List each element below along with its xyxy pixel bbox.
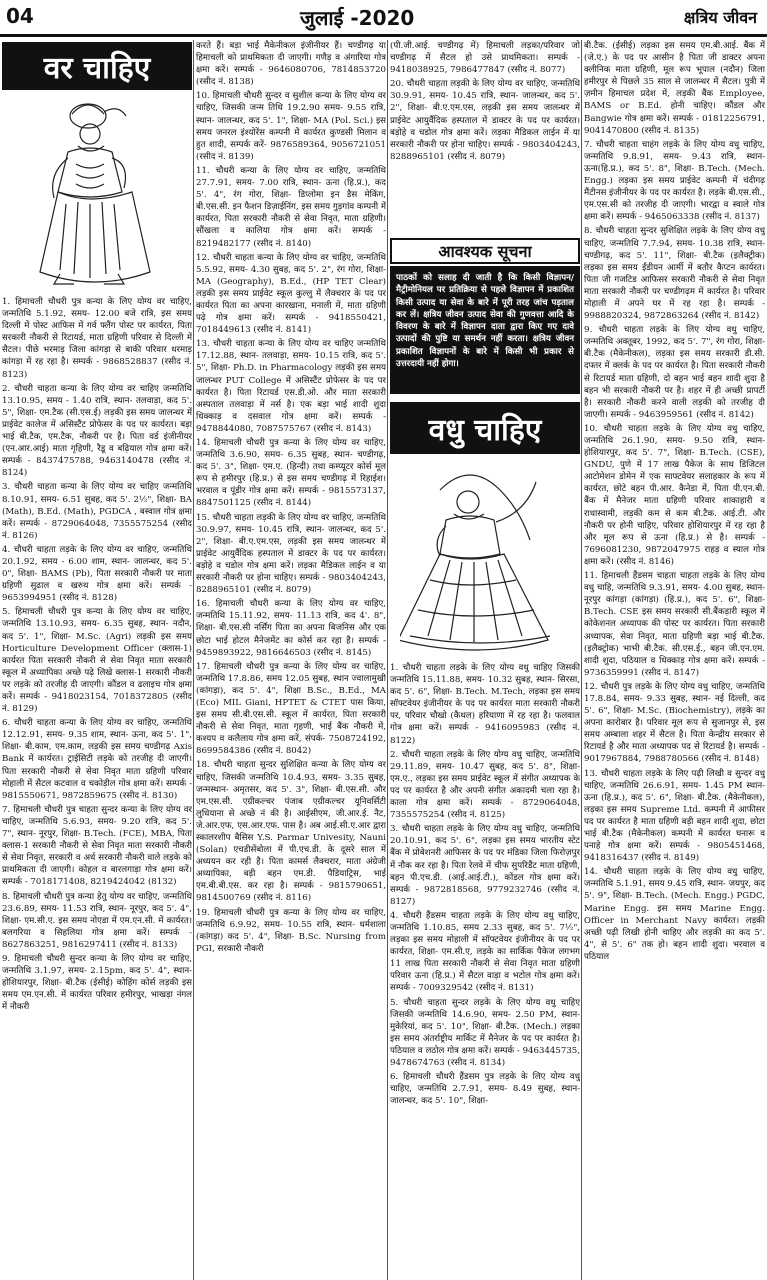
newspaper-name: क्षत्रिय जीवन [683,8,757,27]
page-number: 04 [6,4,34,28]
column-divider [193,40,194,1280]
listing: 2. चौधरी चाहता कन्या के लिए योग्य वर चाहिए जन्मतिथि 13.10.95, समय - 1.40 रात्रि, स्थान- तलवाड़ा, कद 5'. 5", शिक्षा- एम.टैक (सी.एस.ई) लड़की इस समय जालन्धर में प्राईवेट कालेज में असिस्टैंट प्रोफेसर के पद पर कार्यरत। बड़ा भाई बी.टैक, एम.टैक, नौकरी पर है। पिता वर्ड इंजीनीयर (एन.आर.आई) माता गृहिणी, रैडू व बढ़ियाल गोत्र क्षमा करें। सम्पर्क - 8437475788, 9463140478 (रसीद नं. 8124) [2,383,192,479]
listing: 20. चौधरी चाहता लड़की के लिए योग्य वर चाहिए, जन्मतिथि 30.9.91, समय- 10.45 रात्रि, स्थान- जालन्धर, कद 5'. 2", शिक्षा- बी.ए.एम.एस, लड़की इस समय जालन्धर में प्राईवेट आयुर्वैदिक हस्पताल में डाक्टर के पद पर कार्यरत। बड़ोहे व चडोल गोत्र क्षमा करें। लड़का मैडिकल लाईन में या सरकारी नौकरी पर होना चाहिए। सम्पर्क - 9803404243, 8288965101 (रसीद नं. 8079) [390,79,580,162]
listing: 6. चौधरी चाहता कन्या के लिए योग्य वर चाहिए, जन्मतिथि 12.12.91, समय- 9.35 शाम, स्थान- ऊना, कद 5'. 1", शिक्षा- बी.काम, एम.काम, लड़की इस समय चण्डीगढ़ Axis Bank में कार्यरत। ट्राईसिटी लड़के को तरजीह दी जाएगी। पिता सरकारी नौकरी से सेवा निवृत माता ग्रहिणी परिवार मोहाली में सैटल कटवाल व चकोड़ील गोत्र क्षमा करें। सम्पर्क - 9815550671, 9872859675 (रसीद नं. 8130) [2,718,192,801]
column-2 [196,40,386,1280]
listing: 13. चौधरी चाहता लड़के के लिए पढ़ी लिखी व सुन्दर वधु चाहिए, जन्मतिथि 26.6.91, समय- 1.45 PM स्थान- ऊना (हि.प्र.), कद 5'. 6", शिक्षा- बी.टैक. (मैकेनीकल), लड़का इस समय Supreme Ltd. कम्पनी में आफीसर पद पर कार्यरत है माता ग्रहिणी बड़ी बहन शादी शुदा, छोटा भाई बी.टैक (मैकेनीकल) कम्पनी में कार्यरत घनारू व पनाहे गोत्र क्षमा करें। सम्पर्क - 9805451468, 9418316437 (रसीद नं. 8149) [584,768,765,864]
listing: 4. चौधरी चाहता लड़के के लिए योग्य वर चाहिए, जन्मतिथि 20.1.92, समय - 6.00 शाम, स्थान- जालन्धर, कद 5'. 0", शिक्षा- BAMS (Pb), पिता सरकारी नौकरी पर माता ग्रहिणी सुढाल व खरुथ गोत्र क्षमा करें। सम्पर्क - 9653994951 (रसीद नं. 8128) [2,544,192,604]
listing: 18. चौधरी चाहता सुन्दर सुशिक्षित कन्या के लिए योग्य वर चाहिए, जिसकी जन्मतिथि 10.4.93, समय- 3.35 सुबह, जन्मस्थान- अमृतसर, कद 5'. 3", शिक्षा- बी.एस.सी. और एम.एस.सी. एग्रीकल्चर पंजाब एग्रीकल्चर यूनिवर्सिटी लुधियाना से अच्छे नं की है। आईसीएम, जी.आर.ई. नैट, जे.आर.एफ, एस.आर.एफ. पास है। अब आई.सी.ए.आर द्वारा स्कालरशीप बैसिस Y.S. Parmar Univesity, Nauni (Solan) एचडीसेंबोला में पी.एच.डी. के दूसरे साल में अध्ययन कर रही है। पिता कामर्स लैक्चरार, माता अंग्रेजी अध्यापिका, बड़ी बहन एम.डी. पैडियाट्रिस, भाई एम.बी.बी.एस. कर रहा है। सम्पर्क - 9815790651, 9814500769 (रसीद नं. 8116) [196,760,386,904]
listing: 12. चौधरी चाहता कन्या के लिए योग्य वर चाहिए, जन्मतिथि 5.5.92, समय- 4.30 सुबह, कद 5'. 2", रंग गोरा, शिक्षा- MA (Geography), B.Ed., (HP TET Clear) लड़की इस समय प्राईवेट स्कूल कुल्लु में लैक्चरार के पद पर कार्यरत पिता का अपना कारखाना, मनाली में, माता ग्रहिणी पढ़े गोत्र क्षमा करें। सम्पर्क - 9418550421, 7018449613 (रसीद नं. 8141) [196,252,386,336]
listing: 12. चौधरी पुत्र लड़के के लिए योग्य वधु चाहिए, जन्मतिथि 17.8.84, समय- 9.33 सुबह, स्थान- नई दिल्ली, कद 5'. 6", शिक्षा- M.Sc. (Biochemistry), लड़के का अपना कारोबार है। परिवार मूल रूप से सुजानपुर से, इस समय अम्बाला शहर में सैटल है। पिता केन्द्रीय सरकार से रिटायर्ड है और माता अध्यापक पद से रिटायर्ड है। सम्पर्क - 9017967884, 7988780566 (रसीद नं. 8148) [584,681,765,765]
listing: 8. हिमाचली चौधरी पुत्र कन्या हेतु योग्य वर चाहिए, जन्मतिथि 23.6.89, समय- 11.53 रात्रि, स्थान- नूरपुर, कद 5'. 4", शिक्षा- एम.सी.ए. इस समय नोएडा में एम.एन.सी. में कार्यरत। बलगरिया व सिहलिया गोत्र क्षमा करें। सम्पर्क - 8627863251, 9816297411 (रसीद नं. 8133) [2,891,192,950]
groom-illustration [20,94,170,290]
vadhu-chahiye-banner [390,402,580,454]
listing: 3. चौधरी चाहता लड़के के लिए योग्य वधु चाहिए, जन्मतिथि 20.10.91, कद 5'. 6", लड़का इस समय भारतीय स्टेट बैंक में प्रोबेशनरी आफिसर के पद पर मंडिका जिला फिरोज़पुर में नौक कर रहा है। पिता रेलवे में चीफ सुपरिडैंट माता ग्रहिणी, बहन पी.एच.डी. (आई.आई.टी.), कोंडल गोत्र क्षमा करें। सम्पर्क - 9872818568, 9779232746 (रसीद नं. 8127) [390,824,580,907]
listing: 8. चौधरी चाहता सुन्दर सुशिक्षित लड़के के लिए योग्य वधु चाहिए, जन्मतिथि 7.7.94, समय- 10.38 रात्रि, स्थान- चण्डीगढ़, कद 5'. 11", शिक्षा- बी.टैक (इलैक्ट्रीक) लड़का इस समय ईंडीयन आर्मी में बतौर कैप्टन कार्यरत। पिता जी गजटिड आफिसर सरकारी नौकरी से सेवा निवृत माता सरकारी नौकरी पर चण्डीगढ़म में कार्यरत है। परिवार मोहाली में अपने घर में रह रहा है। सम्पर्क - 9988820324, 9872863264 (रसीद नं. 8142) [584,226,765,322]
listing: 5. हिमाचली चौधरी पुत्र कन्या के लिए योग्य वर चाहिए, जन्मतिथि 13.10.93, समय- 6.35 सुबह, स्थान- नदौन, कद 5'. 1", शिक्षा- M.Sc. (Agri) लड़की इस समय Horticulture Development Officer (क्लास-1) कार्यरत पिता सरकारी नौकरी से सेवा निवृत माता सरकारी स्कूल में अध्यापिका अच्छे पढ़े लिखे क्लास-1 सरकारी नौकरी पर लड़के को तरजीह दी जाएगी। कौंडल व ढलाइच गोत्र क्षमा करें। सम्पर्क - 9418023154, 7018372805 (रसीद नं. 8129) [2,607,192,715]
listing: 3. चौधरी चाहता कन्या के लिए योग्य वर चाहिए जन्मतिथि 8.10.91, समय- 6.51 सुबह, कद 5'. 2½", शिक्षा- BA (Math), B.Ed. (Math), PGDCA , बस्वाल गोत्र क्षमा करें। सम्पर्क - 8729064048, 7355575254 (रसीद नं. 8126) [2,482,192,541]
listing: 5. चौधरी चाहता सुन्दर लड़के के लिए योग्य वधु चाहिए जिसकी जन्मतिथि 14.6.90, समय- 2.50 PM, स्थान- मुकेरियां, कद 5'. 10", शिक्षा- बी.टैक. (Mech.) लड़का इस समय अंतर्राष्ट्रीय मार्किट में मैनेजर के पद पर कार्यरत है। पठियाल व लठोल गोत्र क्षमा करें। सम्पर्क - 9463445735, 9478674763 (रसीद नं. 8134) [390,997,580,1068]
column-divider [581,40,582,1280]
listing: 4. चौधरी हैंडसम चाहता लड़के के लिए योग्य वधु चाहिए, जन्मतिथि 1.10.85, समय 2.33 सुबह, कद 5'. 7½", लड़का इस समय मोहाली में सॉफ्टवेयर इंजीनीयर के पद पर कार्यरत, शिक्षा- एम.सी.ए, लड़के का सार्किक पैकेज लगभग 11 लाख पिता सरकारी नौकरी से सेवा निवृत माता ग्रहिणी परिवार ऊना (हि.प्र.) में सैटल वाड़ा व भटोल गोत्र क्षमा करें। सम्पर्क - 7009329542 (रसीद नं. 8131) [390,910,580,994]
listing: 17. हिमाचली चौधरी पुत्र कन्या के लिए योग्य वर चाहिए, जन्मतिथि 17.8.86, समय 12.05 सुबह, स्थान ज्वालामुखी (कांगड़ा), कद 5'. 4", शिक्षा B.Sc., B.Ed., MA (Eco) MIL Giani, HPTET & CTET पास किया, इस समय सी.बी.एस.सी. स्कूल में कार्यरत, पिता सरकारी नौकरी से सेवा निवृत, माता गृहणी, भाई बैंक नौकरी में, कश्यप व कलैलाय गोत्र क्षमा करें, संपर्क- 7508724192, 8699584386 (रसीद नं. 8042) [196,661,386,757]
notice-title: आवश्यक सूचना [390,238,580,264]
listing: 19. हिमाचली चौधरी पुत्र कन्या के लिए योग्य वर चाहिए, जन्मतिथि 6.9.92, समय- 10.55 रात्रि, स्थान- धर्मशाला (कांगड़ा) कद 5'. 4", शिक्षा- B.Sc. Nursing from PGI, सरकारी नौकरी [196,907,386,954]
bride-illustration [400,460,570,656]
var-chahiye-title: वर चाहिए [43,50,151,86]
listing: 6. हिमाचली चौधरी हैंडसम पुत्र लड़के के लिए योग्य वधु चाहिए, जन्मतिथि 2.7.91, समय- 8.49 सुबह, स्थान- जालन्धर, कद 5'. 10", शिक्षा- [390,1072,580,1107]
listing: 1. चौधरी चाहता लड़के के लिए योग्य वधु चाहिए जिसकी जन्मतिथि 15.11.88, समय- 10.32 सुबह, स्थान- सिरसा, कद 5'. 6", शिक्षा- B.Tech. M.Tech, लड़का इस समय सॉफ्टवेयर इंजीनीयर के पद पर कार्यरत माता सरकारी नौकरी पर, परिवार चौखो (कैथल) हरियाणा में रह रहा है। फलवाल गोत्र क्षमा करें। सम्पर्क - 9416095983 (रसीद नं. 8122) [390,663,580,746]
column-3-top [390,40,580,236]
listing: 11. हिमाचली हैंडसम चाहता चाहता लड़के के लिए योग्य वधु चाहि, जन्मतिथि 9.3.91, समय- 4.00 सुबह, स्थान- नूरपुर कांगड़ा (कांगड़ा) (हि.प्र.), कद 5'. 6", शिक्षा- B.Tech. CSE इस समय सरकारी सी.बैंकड़ारी स्कूल में कोकेशनल अध्यापक की पोस्ट पर कार्यरत। पिता सरकारी अध्यापक, सेवा निवृत, माता ग्रहिणी बड़ा भाई बी.टैक. (इलैक्ट्रोक) भाभी बी.टैक. सी.एस.ई., बहन जी.एन.एम. शादी शुदा, पठियाल व धिक्काड़ गोत्र क्षमा करें। सम्पर्क - 9736359991 (रसीद नं. 8147) [584,571,765,678]
listing: 10. हिमाचली चौधरी सुन्दर व सुशील कन्या के लिए योग्य वर चाहिए, जिसकी जन्म तिथि 19.2.90 समय- 9.55 रात्रि, स्थान- जालन्धर, कद 5'. 1", शिक्षा- MA (Pol. Sci.) इस समय जनरल इंश्योरेंस कम्पनी में कार्यरत कुण्डसी मिलान व हुत शादी, सम्पर्क करें- 9876589364, 9056721051 (रसीद नं. 8139) [196,91,386,162]
vadhu-chahiye-title: वधु चाहिए [428,412,542,448]
listing: 14. चौधरी चाहता लड़के के लिए योग्य वधु चाहिए, जन्मतिथि 5.1.91, समय 9.45 रात्रि, स्थान- जयपुर, कद 5'. 9", शिक्षा- B.Tech. (Mech. Engg.) PGDC, Marine Engg. इस समय Marine Engg. Officer in Merchant Navy कार्यरत। लड़की अच्छी पढ़ी लिखी होनी चाहिए और लड़की का कद 5'. 4", से 5'. 6" तक हो। बहन शादी शुदा। भरवाल व पठियाल [584,867,765,962]
listing: 14. हिमाचली चौधरी पुत्र कन्या के लिए योग्य वर चाहिए, जन्मतिथि 3.6.90, समय- 6.35 सुबह, स्थान- चण्डीगढ़, कद 5'. 3", शिक्षा- एम.ए. (हिन्दी) तथा कम्प्यूटर कोर्स मूल रूप से हमीरपुर (हि.प्र.) से इस समय चण्डीगढ़ में रिहाईश। भरवाल व पूंडीर गोत्र क्षमा करें। सम्पर्क - 9815573137, 8847501125 (रसीद नं. 8144) [196,438,386,509]
column-3-bottom [390,662,580,1280]
listing: 11. चौधरी कन्या के लिए योग्य वर चाहिए, जन्मतिथि 27.7.91, समय- 7.00 रात्रि, स्थान- ऊना (हि.प्र.), कद 5'. 4", रंग गोरा, शिक्षा- डिप्लोमा इन डैस मेकिंग, बी.एस.सी. इन फैशन डिज़ाईनिंग, इस समय गुड़गांव कम्पनी में कार्यरत, पिता सरकारी नौकरी से सेवा निवृत, माता ग्रहिणी। सौंखला व कालिया गोत्र क्षमा करें। सम्पर्क - 8219482177 (रसीद नं. 8140) [196,165,386,249]
listing: 7. हिमाचली चौधरी पुत्र चाहता सुन्दर कन्या के लिए योग्य वर चाहिए, जन्मतिथि 5.6.93, समय- 9.20 रात्रि, कद 5'. 7", स्थान- नूरपुर, शिक्षा- B.Tech. (FCE), MBA, पिता क्लास-1 सरकारी नौकरी से सेवा निवृत माता सरकारी नौकरी से सेवा निवृत, सरकारी व अर्ध सरकारी नौकरी वाले लड़के को प्राथमिकता दी जाएगी। कोहल व बारलगाड़ा गोत्र क्षमा करें। सम्पर्क - 7018171408, 8219424042 (8132) [2,804,192,888]
column-divider [387,40,388,1280]
issue-month: जुलाई -2020 [300,6,415,30]
listing: 1. हिमाचली चौधरी पुत्र कन्या के लिए योग्य वर चाहिए, जन्मतिथि 5.1.92, समय- 12.00 बजे रात्रि, इस समय दिल्ली में पोस्ट आफिस में गर्व फ्लैंग पोस्ट पर कार्यरत, पिता सरकारी नौकरी से रिटायर्ड, माता ग्रहिणी परिवार से दिल्ली में सैटल। पीछे भरमाड़ जिला कांगड़ा से बाकी परिवार धरमाड़ कांगड़ा में रह रहा है। सम्पर्क - 9868528837 (रसीद नं. 8123) [2,297,192,380]
listing: बी.टैक. (ईसीई) लड़का इस समय एम.बी.आई. बैंक में (जे.ए.) के पद पर आसीन है पिता जी डाक्टर अपना क्लीनिक माता ग्रहिणी, मूल रूप भूपाल (नदौन) जिला हमीरपुर से पिछले 35 साल से जालन्धर में सैटल। पुत्री में ज़मीन हिमाचल प्रदेश में, लड़की बैंक Employee, BAMS or B.Ed. होनी चाहिए। कौंडल और Bangwie गोत्र क्षमा करें। सम्पर्क - 01812256791, 9041470800 (रसीद नं. 8135) [584,41,765,136]
listing: 13. चौधरी चाहता कन्या के लिए योग्य वर चाहिए जन्मतिथि 17.12.88, स्थान- तलवाड़ा, समय- 10.15 रात्रि, कद 5'. 5", शिक्षा- Ph.D. in Pharmacology लड़की इस समय जालन्धर PUT College में असिस्टैंट प्रोफेसर के पद पर कार्यरत है। पिता रिटायर्ड एस.डी.ओ. और माता सरकारी अस्पताल तलवाड़ा में नर्स है। एक बड़ा भाई शादी शुदा धिक्काड़ व दसवाल गोत्र क्षमा करें। सम्पर्क - 9478844080, 7087575767 (रसीद नं. 8143) [196,339,386,434]
listing: 16. हिमाचली चौधरी कन्या के लिए योग्य वर चाहिए, जन्मतिथि 15.11.92, समय- 11.13 रात्रि, कद 4'. 8", शिक्षा- बी.एस.सी नर्सिंग पिता का अपना बिजनिस और एक छोटा भाई होटल मैनेजमेंट का कोर्स कर रहा है। सम्पर्क - 9459893922, 9816646503 (रसीद नं. 8145) [196,599,386,658]
listing: 10. चौधरी चाहता लड़के के लिए योग्य वधु चाहिए, जन्मतिथि 26.1.90, समय- 9.50 रात्रि, स्थान- होशियारपुर, कद 5'. 7", शिक्षा- B.Tech. (CSE), GNDU, पुणे में 17 लाख पैकेज के साथ डिजिटल आटोमेशन डोमेन में एक साफ्टवेयर सलाहकार के रूप में कार्यरत, छोटे बहन पी.आर. कैनेडा में, पिता पी.एन.बी. बैंक में मैनेजर माता ग्रहिणी परिवार शाकाहारी व राधास्वामी, लड़की कम से कम बी.टैक. आई.टी. और नौकरी पर होनी चाहिए, परिवार होशियारपुर में रह रहा है और मूल रूप से ऊना (हि.प्र.) से है। सम्पर्क - 7696081230, 9872047975 राहड़ व स्याल गोत्र क्षमा करें। (रसीद नं. 8146) [584,423,765,567]
listing: 7. चौधरी चाहता चाहंग लड़के के लिए योग्य वधु चाहिए, जन्मतिथि 9.8.91, समय- 9.43 रात्रि, स्थान- ऊना(हि.प्र.), कद 5'. 8", शिक्षा- B.Tech. (Mech. Engg.) लड़का इस समय प्राईवेट कम्पनी में चंदीगढ़ मैंटीनस इंजीनीयर के पद पर कार्यरत है। लड़के बी.एस.सी., एम.एस.सी को तरजीह दी जाएगी। भारद्वा व स्वाले गोत्र क्षमा करें। सम्पर्क - 9465063338 (रसीद नं. 8137) [584,139,765,223]
listing: 9. हिमाचली चौधरी सुन्दर कन्या के लिए योग्य वर चाहिए, जन्मतिथि 3.1.97, समय- 2.15pm, कद 5'. 4", स्थान- होशियारपुर, शिक्षा- बी.टैक (ईसीई) कोहिंग कोर्स लड़की इस समय एम.एन.सी. में कार्यरत परिवार हमीरपुर, भाखड़ा नंगल में नौकरी [2,953,192,1013]
page-header [0,0,767,34]
listing: 9. चौधरी चाहता लड़के के लिए योग्य वधु चाहिए, जन्मतिथि अक्तूबर, 1992, कद 5'. 7", रंग गोरा, शिक्षा- बी.टैक (मैकेनीकल), लड़का इस समय सरकारी डी.सी. दफ्तर में क्लर्क के पद पर कार्यरत है। पिता सरकारी नौकरी से रिटायर्ड माता ग्रहिणी, दो बहन भाई बहन शादी शुदा है बहन भी सरकारी नौकरी पर है। शहर में ही अच्छी प्रापर्टी है। सरकारी नौकरी करने वाली लड़की को तरजीह दी जाएगी। सम्पर्क - 9463959561 (रसीद नं. 8142) [584,325,765,420]
header-rule [0,34,767,37]
listing: 15. चौधरी चाहता लड़की के लिए योग्य वर चाहिए, जन्मतिथि 30.9.97, समय- 10.45 रात्रि, स्थान- जालन्धर, कद 5'. 2", शिक्षा- बी.ए.एम.एस, लड़की इस समय जालन्धर में प्राईवेट आयुर्वैदिक हस्पताल में डाक्टर के पद पर कार्यरत। बड़ोहे व चडोल गोत्र क्षमा करें। लड़का मैडिकल लाईन व या सरकारी नौकरी पर होना चाहिए। सम्पर्क - 9803404243, 8288965101 (रसीद नं. 8079) [196,512,386,596]
notice-body: पाठकों को सलाह दी जाती है कि किसी विज्ञापन/ मैट्रीमोनियल पर प्रतिक्रिया से पहले विज्ञापन में प्रकाशित किसी उत्पाद या सेवा के बारे में पूरी तरह जांच पड़ताल कर लें। क्षत्रिय जीवन उत्पाद सेवा की गुणवत्ता आदि के विवरण के बारे में विज्ञापन दाता द्वारा किए गए दावे उत्पादों की पुष्टि या समर्थन नहीं करता। क्षत्रिय जीवन प्रकाशित विज्ञापनों के बारे में किसी भी प्रकार से उत्तरदायी नहीं होगा। [390,266,580,394]
column-4 [584,40,765,1280]
listing: करते हैं। बड़ा भाई मैकेनीकल इंजीनीयर हैं। चण्डीगढ़ या हिमाचली को प्राथमिकता दी जाएगी। गणैड़ व अंगारिया गोत्र क्षमा करें। सम्पर्क - 9646080706, 7814853720 (रसीद नं. 8138) [196,41,386,88]
listing: 2. चौधरी चाहता लड़के के लिए योग्य वधु चाहिए, जन्मतिथि 29.11.89, समय- 10.47 सुबह, कद 5'. 8", शिक्षा- एम.ए., लड़का इस समय प्राईवेट स्कूल में संगीत अध्यापक के पद पर कार्यरत है और अपनी संगीत अकादमी चला रहा है। काला गोत्र क्षमा करें। सम्पर्क - 8729064048, 7355575254 (रसीद नं. 8125) [390,749,580,821]
listing: (पी.जी.आई. चण्डीगढ़ में) हिमाचली लड़का/परिवार जो चण्डीगढ़ में सैटल हो उसे प्राथमिकता। सम्पर्क - 9418038925, 7986477847 (रसीद नं. 8077) [390,41,580,76]
var-chahiye-banner [2,42,192,90]
column-1 [2,296,192,1280]
